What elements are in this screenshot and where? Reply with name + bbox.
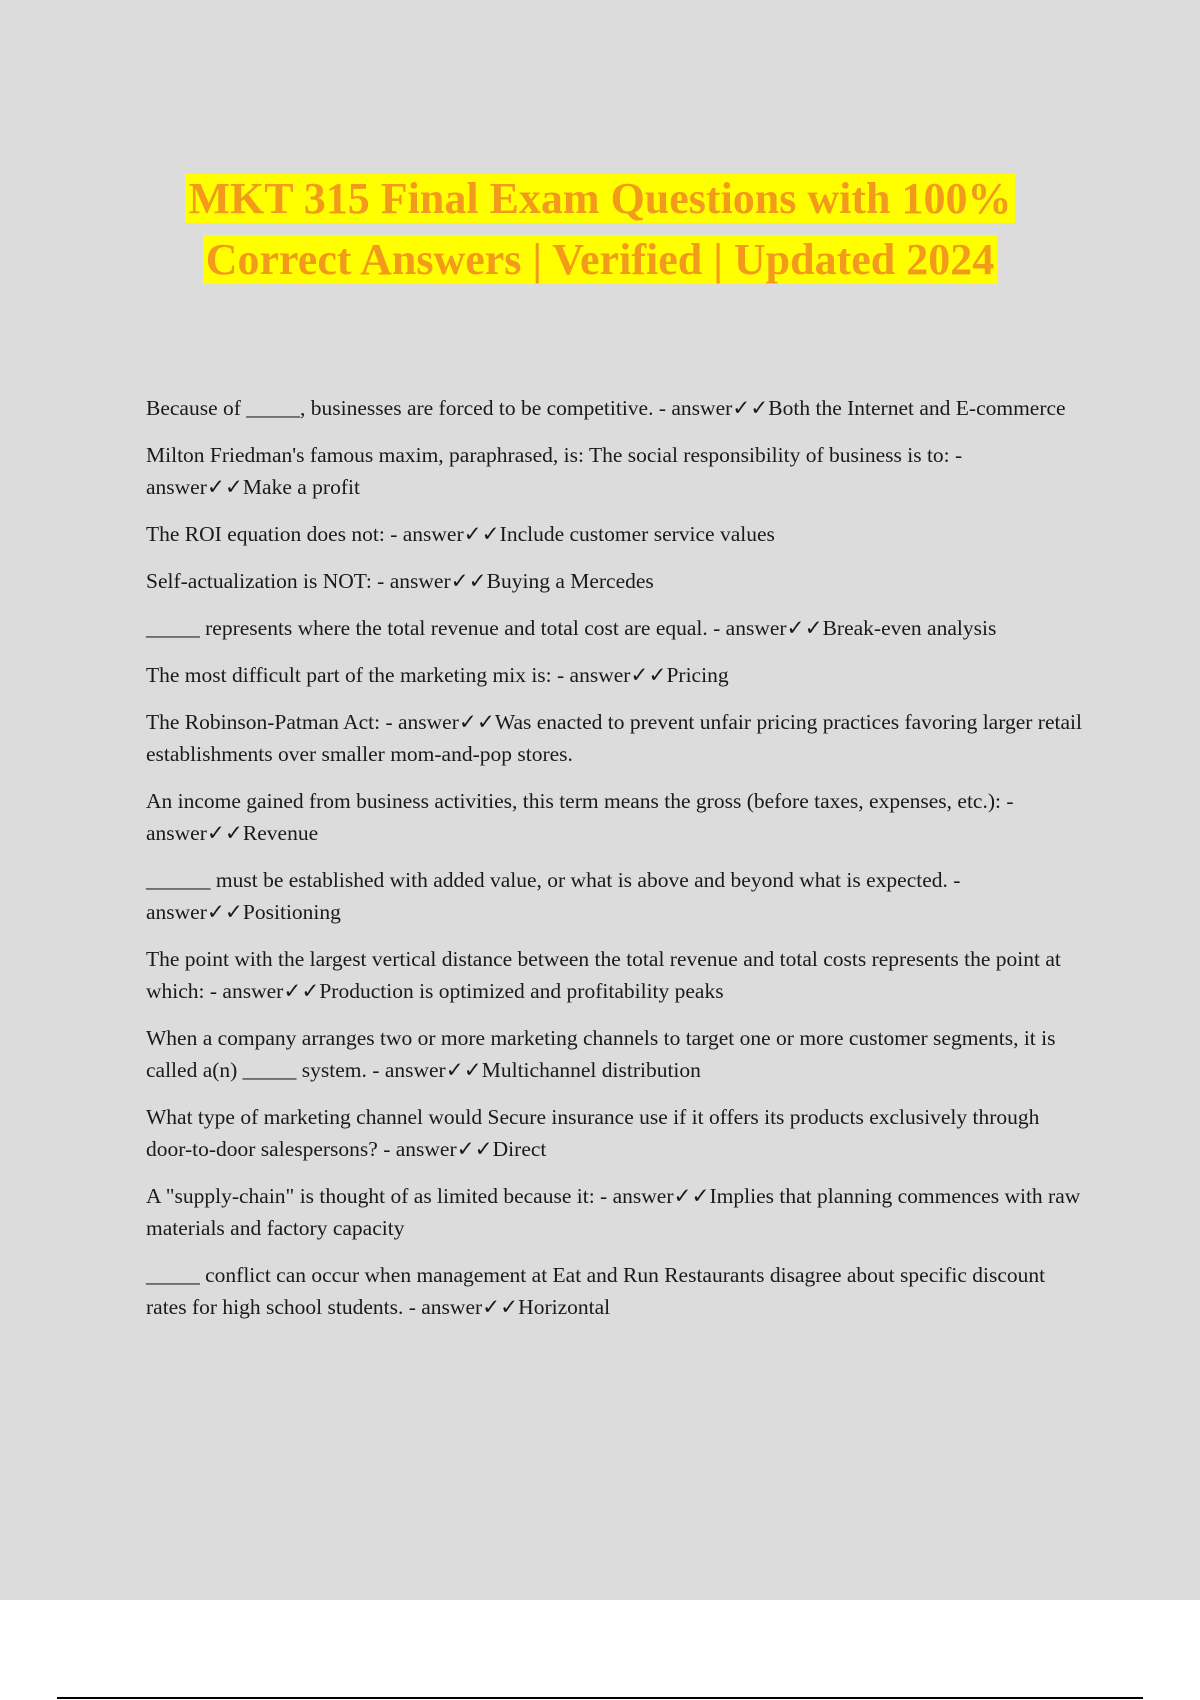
qa-item: ______ must be established with added value, or what is above and beyond what is expected. - answer✓✓Positioning	[146, 868, 961, 924]
qa-item: The most difficult part of the marketing mix is: - answer✓✓Pricing	[146, 663, 729, 687]
title-line-1: MKT 315 Final Exam Questions with 100%	[185, 174, 1014, 223]
qa-item: Self-actualization is NOT: - answer✓✓Buying a Mercedes	[146, 569, 654, 593]
qa-item: The ROI equation does not: - answer✓✓Include customer service values	[146, 522, 775, 546]
qa-item: The point with the largest vertical distance between the total revenue and total costs represents the point at which: - answer✓✓Production is optimized and profitability peaks	[146, 947, 1061, 1003]
document-title	[0, 168, 1200, 290]
qa-item: _____ conflict can occur when management at Eat and Run Restaurants disagree about specific discount rates for high school students. - answer✓✓Horizontal	[146, 1263, 1046, 1319]
footer-divider	[57, 1697, 1143, 1699]
question-answer-list	[146, 392, 1086, 1338]
qa-item: What type of marketing channel would Secure insurance use if it offers its products exclusively through door-to-door salespersons? - answer✓✓Direct	[146, 1105, 1040, 1161]
qa-item: An income gained from business activities, this term means the gross (before taxes, expenses, etc.): - answer✓✓Revenue	[146, 789, 1014, 845]
qa-item: Because of _____, businesses are forced to be competitive. - answer✓✓Both the Internet and E-commerce	[146, 396, 1066, 420]
qa-item: Milton Friedman's famous maxim, paraphrased, is: The social responsibility of business is to: - answer✓✓Make a profit	[146, 443, 963, 499]
qa-item: The Robinson-Patman Act: - answer✓✓Was enacted to prevent unfair pricing practices favoring larger retail establishments over smaller mom-and-pop stores.	[146, 710, 1082, 766]
qa-item: When a company arranges two or more marketing channels to target one or more customer segments, it is called a(n) _____ system. - answer✓✓Multichannel distribution	[146, 1026, 1056, 1082]
qa-item: _____ represents where the total revenue and total cost are equal. - answer✓✓Break-even analysis	[146, 616, 997, 640]
title-line-2: Correct Answers | Verified | Updated 2024	[203, 235, 998, 284]
qa-item: A "supply-chain" is thought of as limited because it: - answer✓✓Implies that planning commences with raw materials and factory capacity	[146, 1184, 1081, 1240]
